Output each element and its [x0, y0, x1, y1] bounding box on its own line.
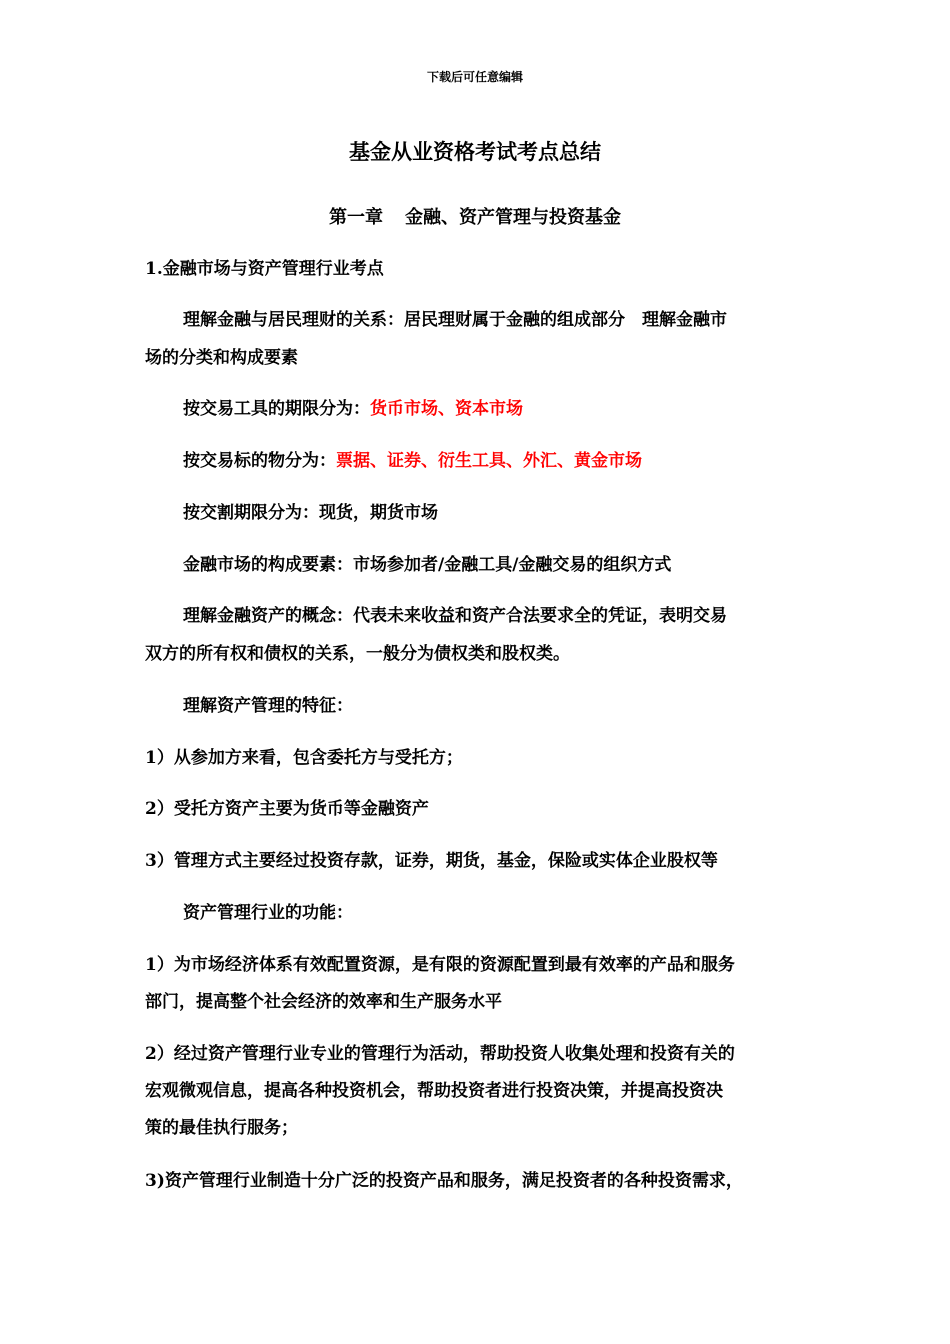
paragraph-line: 理解金融资产的概念：代表未来收益和资产合法要求全的凭证，表明交易 — [183, 606, 727, 626]
paragraph-line: 按交割期限分为：现货，期货市场 — [183, 503, 438, 523]
document-title: 基金从业资格考试考点总结 — [349, 139, 601, 164]
highlight-text: 票据、证券、衍生工具、外汇、黄金市场 — [336, 451, 642, 471]
list-item: 2）经过资产管理行业专业的管理行为活动，帮助投资人收集处理和投资有关的 — [145, 1044, 735, 1064]
chapter-number: 第一章 — [329, 207, 383, 228]
paragraph-line: 理解资产管理的特征： — [183, 696, 353, 716]
list-item: 策的最佳执行服务； — [145, 1118, 298, 1138]
section-heading: 1.金融市场与资产管理行业考点 — [145, 259, 384, 279]
label-text: 按交易工具的期限分为： — [183, 399, 370, 419]
list-item: 部门，提高整个社会经济的效率和生产服务水平 — [145, 992, 502, 1012]
list-item: 3)资产管理行业制造十分广泛的投资产品和服务，满足投资者的各种投资需求， — [145, 1171, 743, 1191]
list-item: 1）从参加方来看，包含委托方与受托方； — [145, 748, 463, 768]
paragraph-line: 资产管理行业的功能： — [183, 903, 353, 923]
list-item: 3）管理方式主要经过投资存款，证券，期货，基金，保险或实体企业股权等 — [145, 851, 718, 871]
paragraph-line: 场的分类和构成要素 — [145, 348, 298, 368]
market-by-term — [183, 390, 813, 428]
paragraph-line: 双方的所有权和债权的关系，一般分为债权类和股权类。 — [145, 644, 570, 664]
list-item: 1）为市场经济体系有效配置资源，是有限的资源配置到最有效率的产品和服务 — [145, 955, 735, 975]
page-header: 下载后可任意编辑 — [426, 70, 523, 84]
paragraph-line: 金融市场的构成要素：市场参加者/金融工具/金融交易的组织方式 — [183, 555, 672, 575]
highlight-text: 货币市场、资本市场 — [370, 399, 523, 419]
paragraph-line: 理解金融与居民理财的关系：居民理财属于金融的组成部分 理解金融市 — [183, 310, 727, 330]
chapter-heading — [0, 203, 950, 229]
list-item: 2）受托方资产主要为货币等金融资产 — [145, 799, 429, 819]
list-item: 宏观微观信息，提高各种投资机会，帮助投资者进行投资决策，并提高投资决 — [145, 1081, 723, 1101]
market-by-underlying — [183, 442, 813, 480]
label-text: 按交易标的物分为： — [183, 451, 336, 471]
chapter-name: 金融、资产管理与投资基金 — [405, 207, 621, 228]
